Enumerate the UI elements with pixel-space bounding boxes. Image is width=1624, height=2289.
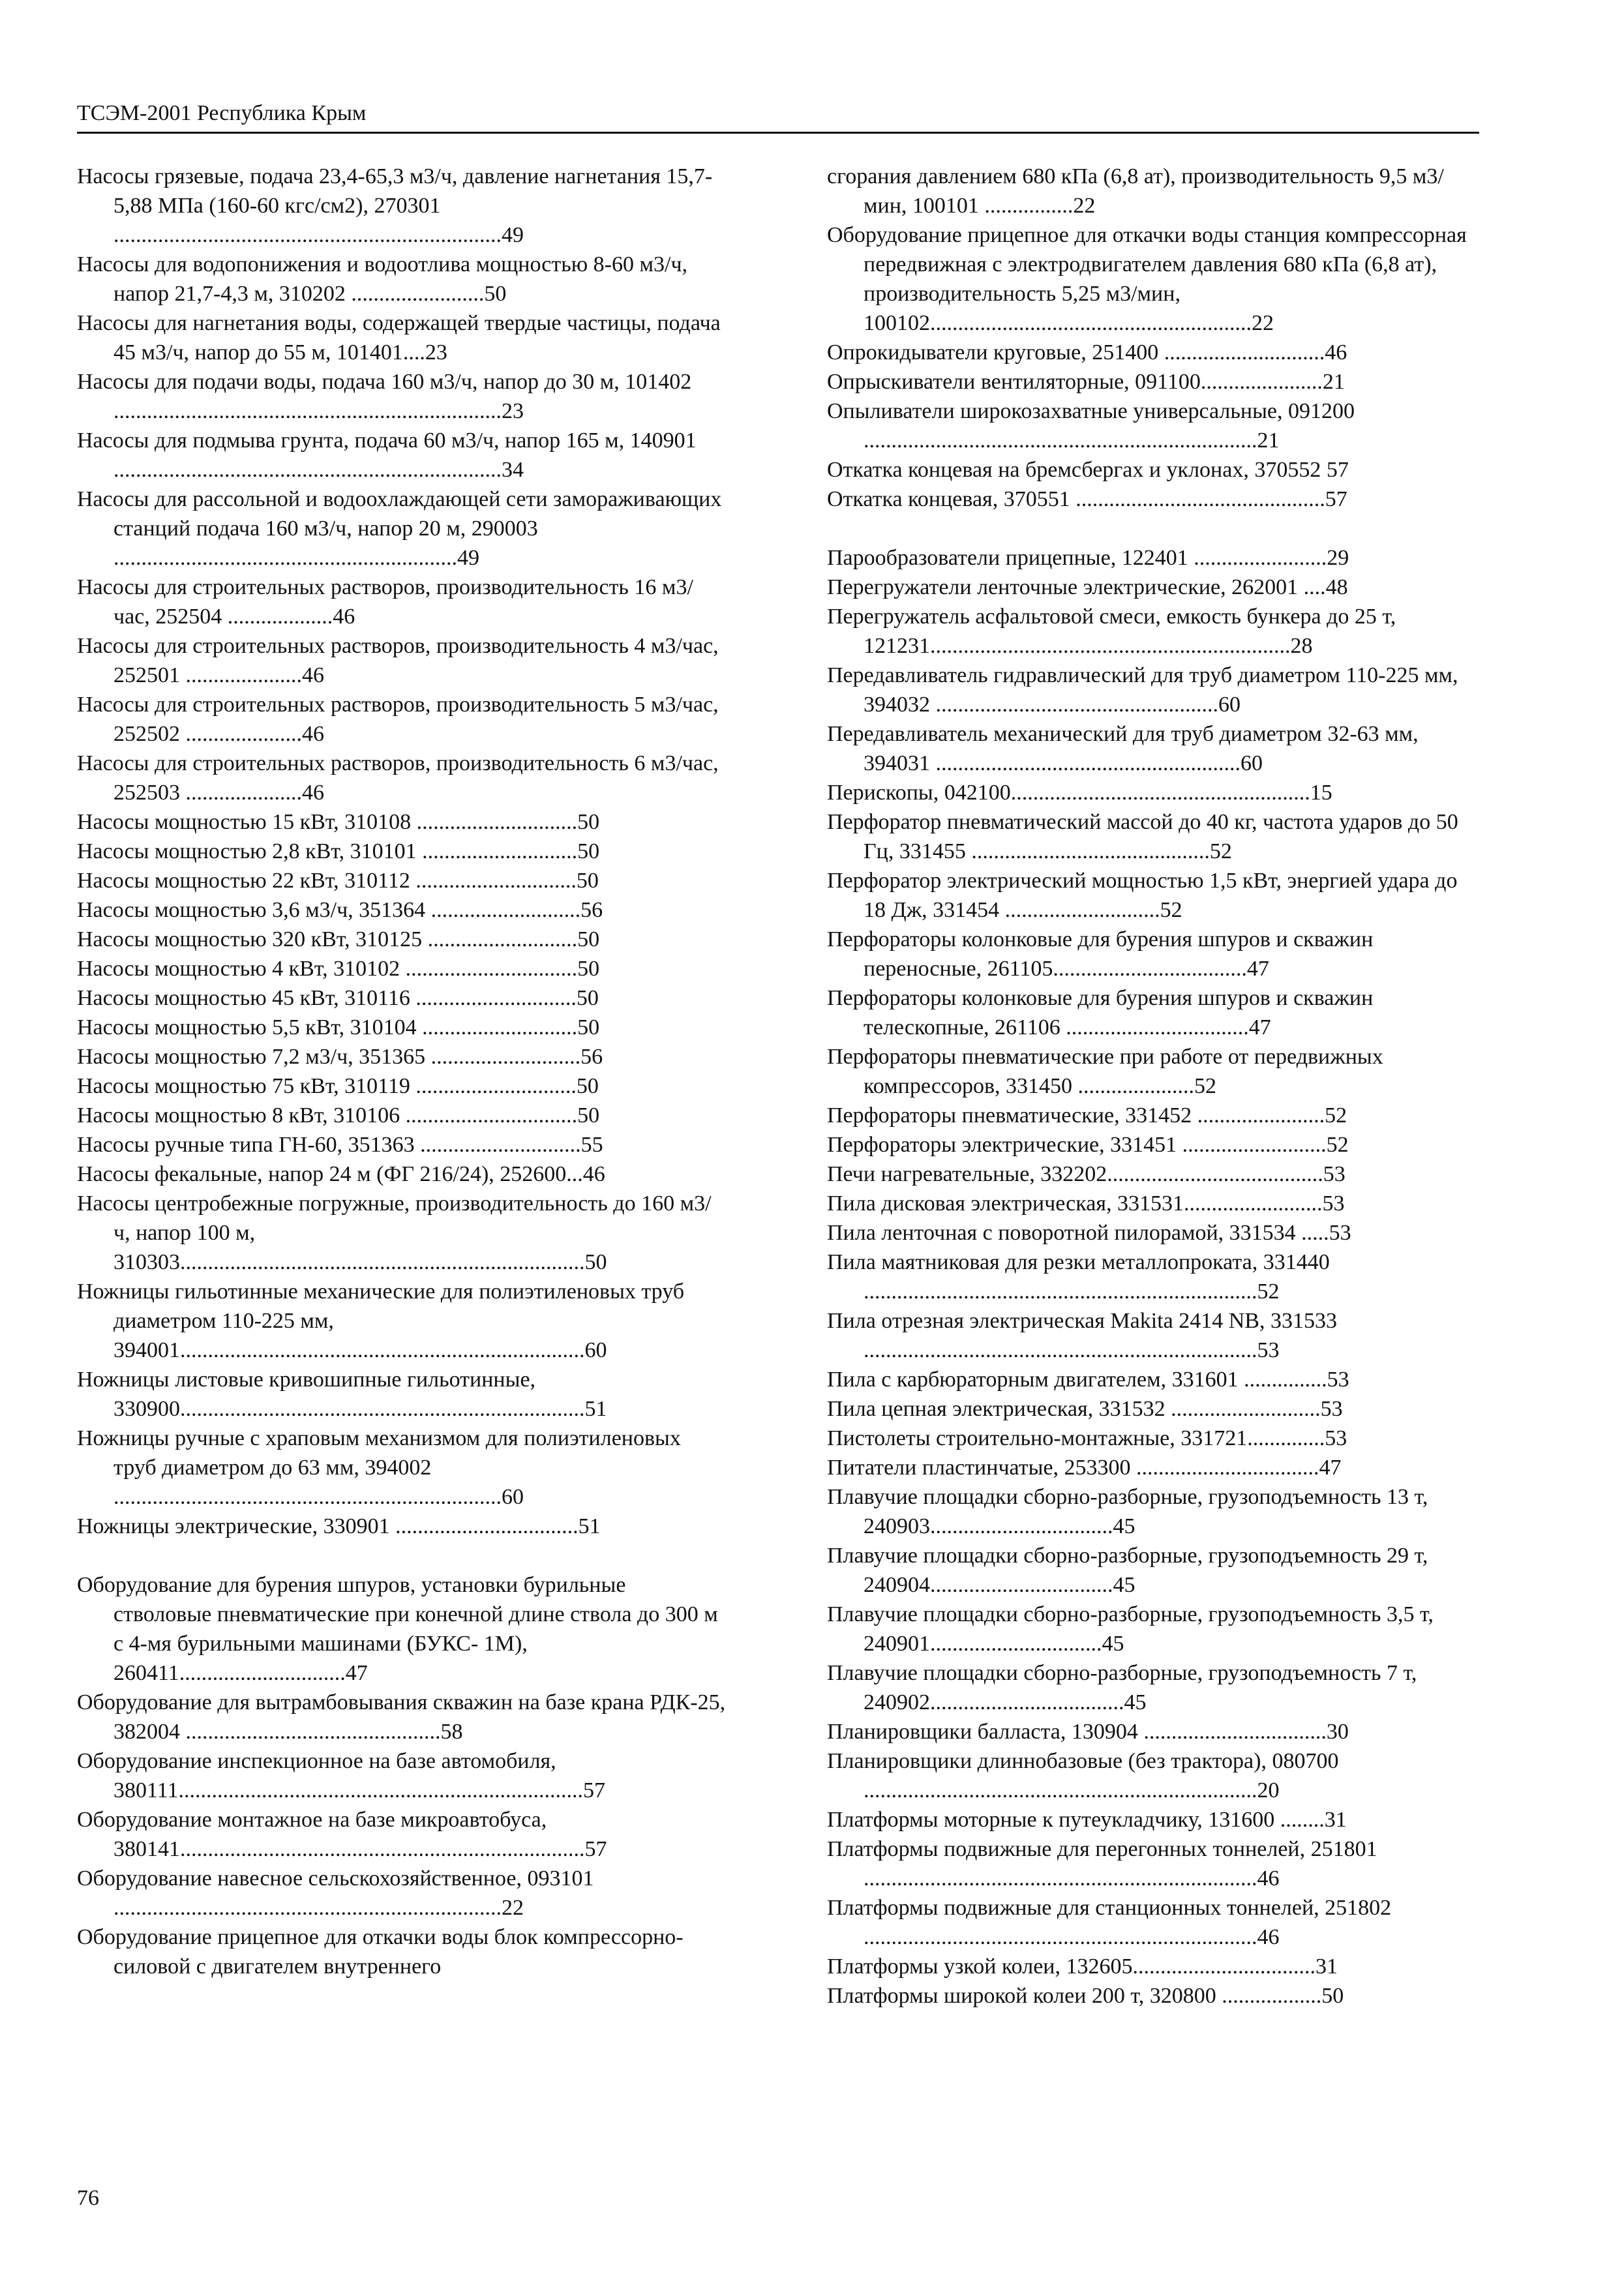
- index-entry: Ножницы электрические, 330901 .................................51: [77, 1514, 601, 1538]
- index-entry: Оборудование для бурения шпуров, установки бурильные стволовые пневматические при конечной длине ствола до 300 м с 4-мя бурильными машинами (БУКС- 1М), 260411..............................47: [77, 1573, 718, 1685]
- index-entry: Передавливатель механический для труб диаметром 32-63 мм, 394031 .......................................................60: [827, 722, 1419, 775]
- index-entry: Опыливатели широкозахватные универсальные, 091200 .......................................................................21: [827, 399, 1355, 453]
- index-entry: Ножницы листовые кривошипные гильотинные, 330900.........................................................................51: [77, 1368, 607, 1421]
- index-entry: Откатка концевая, 370551 .............................................57: [827, 487, 1347, 511]
- page-number: 76: [77, 2186, 99, 2210]
- index-entry: Платформы подвижные для перегонных тоннелей, 251801 .......................................................................46: [827, 1837, 1377, 1891]
- index-entry: Ножницы ручные с храповым механизмом для полиэтиленовых труб диаметром до 63 мм, 394002 ......................................................................60: [77, 1426, 681, 1509]
- index-entry: Насосы мощностью 7,2 м3/ч, 351365 ...........................56: [77, 1045, 603, 1069]
- index-entry: Насосы центробежные погружные, производительность до 160 м3/ч, напор 100 м, 310303.........................................................................50: [77, 1191, 712, 1274]
- index-entry: Плавучие площадки сборно-разборные, грузоподъемность 7 т, 240902...................................45: [827, 1661, 1417, 1714]
- index-entry: Насосы мощностью 320 кВт, 310125 ...........................50: [77, 927, 600, 951]
- index-entry: Насосы фекальные, напор 24 м (ФГ 216/24), 252600...46: [77, 1162, 605, 1186]
- index-entry: Перегружатель асфальтовой смеси, емкость бункера до 25 т, 121231.................................................................28: [827, 605, 1396, 658]
- index-entry: Печи нагревательные, 332202.......................................53: [827, 1162, 1346, 1186]
- index-entry: Насосы мощностью 75 кВт, 310119 .............................50: [77, 1074, 599, 1098]
- index-entry: Платформы узкой колеи, 132605.................................31: [827, 1954, 1338, 1979]
- index-entry: Плавучие площадки сборно-разборные, грузоподъемность 3,5 т, 240901...............................45: [827, 1602, 1434, 1656]
- index-entry: Насосы мощностью 4 кВт, 310102 ...............................50: [77, 957, 600, 981]
- index-entry: Насосы мощностью 22 кВт, 310112 .............................50: [77, 869, 599, 893]
- index-entry: Оборудование инспекционное на базе автомобиля, 380111.........................................................................57: [77, 1749, 605, 1803]
- index-entry: Перфораторы колонковые для бурения шпуров и скважин переносные, 261105...................................47: [827, 927, 1374, 981]
- index-entry: Планировщики длиннобазовые (без трактора), 080700 .......................................................................20: [827, 1749, 1339, 1803]
- index-entry: Опрыскиватели вентиляторные, 091100......................21: [827, 370, 1345, 394]
- index-entry: Перегружатели ленточные электрические, 262001 ....48: [827, 575, 1348, 599]
- index-entry: Оборудование для вытрамбовывания скважин на базе крана РДК-25, 382004 ..............................................58: [77, 1690, 726, 1744]
- index-entry: Перфораторы электрические, 331451 ..........................52: [827, 1133, 1349, 1157]
- index-entry: Перфораторы пневматические, 331452 .......................52: [827, 1103, 1347, 1128]
- index-column-left: [77, 162, 727, 1981]
- index-entry: Опрокидыватели круговые, 251400 .............................46: [827, 340, 1347, 365]
- index-entry: Пила ленточная с поворотной пилорамой, 331534 .....53: [827, 1221, 1351, 1245]
- index-entry: Оборудование монтажное на базе микроавтобуса, 380141.........................................................................57: [77, 1808, 607, 1861]
- section-gap: [827, 514, 1479, 543]
- index-entry: Пила цепная электрическая, 331532 ...........................53: [827, 1397, 1343, 1421]
- index-entry: Насосы мощностью 8 кВт, 310106 ...............................50: [77, 1103, 600, 1128]
- index-entry: Парообразователи прицепные, 122401 ........................29: [827, 546, 1349, 570]
- index-entry: Насосы для строительных растворов, производительность 16 м3/час, 252504 ...................46: [77, 575, 693, 629]
- index-entry: Плавучие площадки сборно-разборные, грузоподъемность 13 т, 240903.................................45: [827, 1485, 1428, 1538]
- index-entry: Пистолеты строительно-монтажные, 331721..............53: [827, 1426, 1347, 1450]
- index-entry: Платформы моторные к путеукладчику, 131600 ........31: [827, 1808, 1347, 1832]
- index-entry: Откатка концевая на бремсбергах и уклонах, 370552 57: [827, 458, 1349, 482]
- index-entry: Перфораторы пневматические при работе от передвижных компрессоров, 331450 .....................52: [827, 1045, 1383, 1098]
- index-entry: Насосы для подачи воды, подача 160 м3/ч, напор до 30 м, 101402 ......................................................................23: [77, 370, 692, 423]
- index-entry: Насосы для строительных растворов, производительность 5 м3/час, 252502 .....................46: [77, 693, 719, 746]
- index-entry: Насосы грязевые, подача 23,4-65,3 м3/ч, давление нагнетания 15,7-5,88 МПа (160-60 кгс/см2), 270301 ......................................................................49: [77, 164, 713, 247]
- index-entry: Платформы широкой колеи 200 т, 320800 ..................50: [827, 1984, 1344, 2008]
- index-entry: Насосы мощностью 45 кВт, 310116 .............................50: [77, 986, 599, 1010]
- index-entry: Насосы мощностью 5,5 кВт, 310104 ............................50: [77, 1015, 600, 1040]
- index-entry: Перфораторы колонковые для бурения шпуров и скважин телескопные, 261106 .................................47: [827, 986, 1374, 1040]
- index-entry: Насосы для нагнетания воды, содержащей твердые частицы, подача 45 м3/ч, напор до 55 м, 101401....23: [77, 311, 721, 365]
- index-entry: Пила с карбюраторным двигателем, 331601 ...............53: [827, 1368, 1349, 1392]
- page-header: ТСЭМ-2001 Республика Крым: [77, 98, 1479, 134]
- index-entry: Пила маятниковая для резки металлопроката, 331440 .......................................................................52: [827, 1250, 1330, 1304]
- index-entry: Насосы для строительных растворов, производительность 4 м3/час, 252501 .....................46: [77, 634, 719, 687]
- index-entry: Платформы подвижные для станционных тоннелей, 251802 .......................................................................46: [827, 1896, 1392, 1949]
- index-entry: Насосы для подмыва грунта, подача 60 м3/ч, напор 165 м, 140901 ......................................................................34: [77, 428, 697, 482]
- index-entry: Перфоратор пневматический массой до 40 кг, частота ударов до 50 Гц, 331455 ...........................................52: [827, 810, 1458, 863]
- section-gap: [77, 1541, 727, 1570]
- index-entry: Насосы для рассольной и водоохлаждающей сети замораживающих станций подача 160 м3/ч, напор 20 м, 290003 ..............................................................49: [77, 487, 722, 570]
- index-entry: Планировщики балласта, 130904 .................................30: [827, 1720, 1349, 1744]
- index-entry: Перископы, 042100......................................................15: [827, 781, 1332, 805]
- index-entry: Питатели пластинчатые, 253300 .................................47: [827, 1456, 1342, 1480]
- index-entry: Насосы мощностью 2,8 кВт, 310101 ............................50: [77, 839, 600, 863]
- index-entry: Перфоратор электрический мощностью 1,5 кВт, энергией удара до 18 Дж, 331454 ............................52: [827, 869, 1458, 922]
- index-entry: сгорания давлением 680 кПа (6,8 ат), производительность 9,5 м3/мин, 100101 ................22: [827, 164, 1444, 218]
- index-entry: Плавучие площадки сборно-разборные, грузоподъемность 29 т, 240904.................................45: [827, 1544, 1428, 1597]
- index-column-right: [827, 162, 1479, 2011]
- index-entry: Оборудование навесное сельскохозяйственное, 093101 ......................................................................22: [77, 1866, 594, 1920]
- index-entry: Ножницы гильотинные механические для полиэтиленовых труб диаметром 110-225 мм, 394001.........................................................................60: [77, 1279, 685, 1362]
- index-entry: Пила дисковая электрическая, 331531.........................53: [827, 1191, 1345, 1216]
- index-entry: Насосы для строительных растворов, производительность 6 м3/час, 252503 .....................46: [77, 751, 719, 805]
- index-entry: Насосы мощностью 3,6 м3/ч, 351364 ...........................56: [77, 898, 603, 922]
- index-entry: Передавливатель гидравлический для труб диаметром 110-225 мм, 394032 ...................................................60: [827, 663, 1458, 717]
- index-entry: Оборудование прицепное для откачки воды блок компрессорно-силовой с двигателем внутреннего: [77, 1925, 684, 1979]
- index-entry: Пила отрезная электрическая Makita 2414 NB, 331533 .......................................................................53: [827, 1309, 1337, 1362]
- index-entry: Насосы ручные типа ГН-60, 351363 .............................55: [77, 1133, 603, 1157]
- index-entry: Насосы мощностью 15 кВт, 310108 .............................50: [77, 810, 600, 834]
- index-entry: Оборудование прицепное для откачки воды станция компрессорная передвижная с электродвигателем давления 680 кПа (6,8 ат), производительность 5,25 м3/мин, 100102..........................................................22: [827, 223, 1467, 335]
- index-entry: Насосы для водопонижения и водоотлива мощностью 8-60 м3/ч, напор 21,7-4,3 м, 310202 ........................50: [77, 252, 688, 306]
